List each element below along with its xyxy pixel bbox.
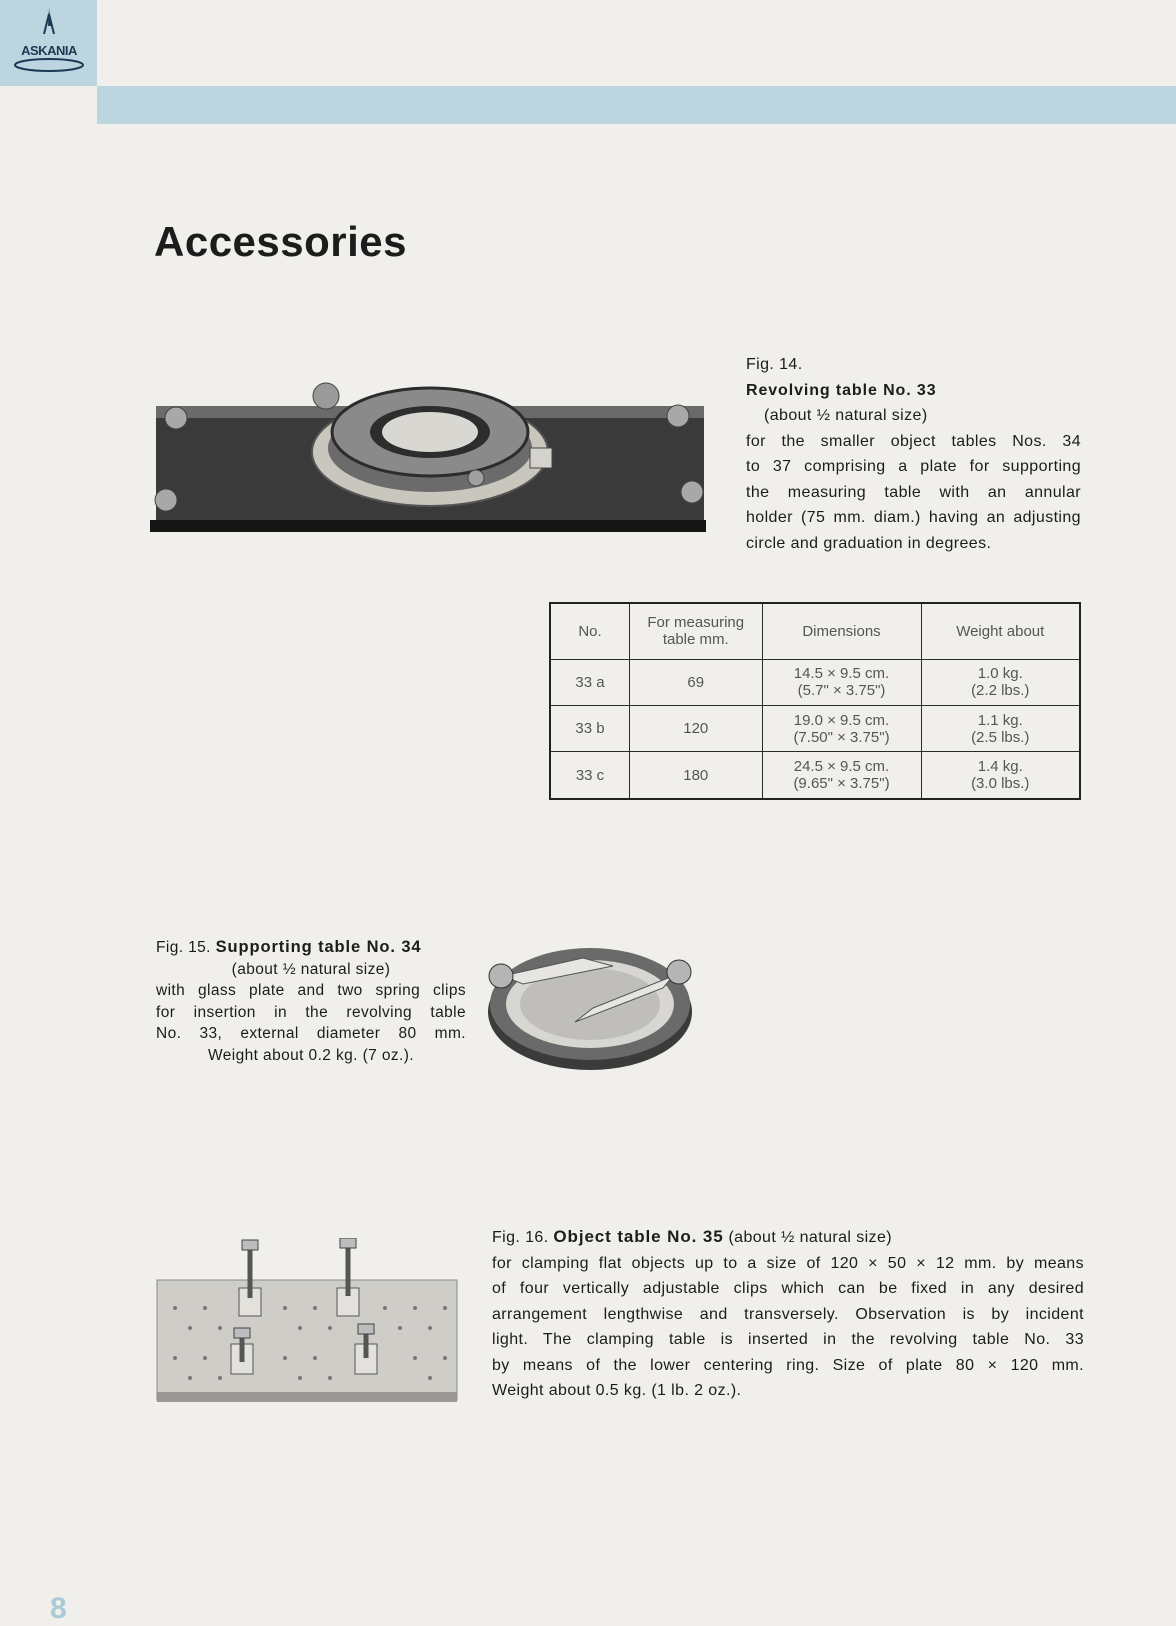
cell-weight: 1.0 kg. (2.2 lbs.) bbox=[921, 659, 1080, 705]
fig16-line: Weight about 0.5 kg. (1 lb. 2 oz.). bbox=[492, 1382, 742, 1399]
page-number: 8 bbox=[50, 1592, 67, 1625]
fig16-line: light. The clamping table is inserted in the revolving table No. 33 bbox=[492, 1331, 1084, 1348]
cell-dimensions: 24.5 × 9.5 cm. (9.65" × 3.75") bbox=[762, 752, 921, 799]
cell-no: 33 b bbox=[550, 705, 630, 751]
cell-no: 33 c bbox=[550, 752, 630, 799]
page-title: Accessories bbox=[154, 218, 408, 265]
fig16-scale: (about ½ natural size) bbox=[728, 1229, 892, 1246]
cell-weight: 1.1 kg. (2.5 lbs.) bbox=[921, 705, 1080, 751]
svg-text:ASKANIA: ASKANIA bbox=[21, 43, 77, 58]
fig14-scale: (about ½ natural size) bbox=[764, 407, 928, 424]
cell-weight: 1.4 kg. (3.0 lbs.) bbox=[921, 752, 1080, 799]
fig14-caption bbox=[746, 352, 1081, 556]
fig16-name: Object table No. 35 bbox=[553, 1227, 724, 1246]
fig15-label: Fig. 15. bbox=[156, 939, 211, 956]
fig14-line: holder (75 mm. diam.) having an adjusting bbox=[746, 509, 1081, 526]
header-band bbox=[97, 86, 1176, 124]
fig14-label: Fig. 14. bbox=[746, 356, 803, 373]
col-header-no: No. bbox=[550, 603, 630, 659]
fig15-name: Supporting table No. 34 bbox=[215, 938, 422, 956]
logo-box bbox=[0, 0, 97, 86]
fig15-line: with glass plate and two spring clips bbox=[156, 982, 466, 999]
cell-dimensions: 19.0 × 9.5 cm. (7.50" × 3.75") bbox=[762, 705, 921, 751]
askania-logo bbox=[8, 4, 90, 74]
fig14-name: Revolving table No. 33 bbox=[746, 381, 937, 399]
cell-dimensions: 14.5 × 9.5 cm. (5.7" × 3.75") bbox=[762, 659, 921, 705]
fig15-line: No. 33, external diameter 80 mm. bbox=[156, 1025, 466, 1042]
fig14-line: for the smaller object tables Nos. 34 bbox=[746, 432, 1081, 450]
col-header-dimensions: Dimensions bbox=[762, 603, 921, 659]
fig15-line: for insertion in the revolving table bbox=[156, 1003, 466, 1021]
fig16-line: of four vertically adjustable clips which can be fixed in any desired bbox=[492, 1280, 1084, 1297]
fig14-line: circle and graduation in degrees. bbox=[746, 534, 992, 552]
fig15-line: Weight about 0.2 kg. (7 oz.). bbox=[207, 1046, 415, 1064]
cell-table: 120 bbox=[630, 705, 763, 751]
fig16-label: Fig. 16. bbox=[492, 1229, 549, 1246]
supporting-table-image bbox=[483, 936, 697, 1074]
fig16-line: by means of the lower centering ring. Size of plate 80 × 120 mm. bbox=[492, 1356, 1084, 1374]
fig14-line: to 37 comprising a plate for supporting bbox=[746, 458, 1081, 475]
fig14-line: the measuring table with an annular bbox=[746, 483, 1081, 501]
fig16-line: for clamping flat objects up to a size of 120 × 50 × 12 mm. by means bbox=[492, 1254, 1084, 1272]
table-row bbox=[550, 705, 1080, 751]
table-row bbox=[550, 752, 1080, 799]
col-header-weight: Weight about bbox=[921, 603, 1080, 659]
cell-table: 180 bbox=[630, 752, 763, 799]
revolving-table-image bbox=[150, 352, 710, 552]
spec-table bbox=[549, 602, 1081, 800]
col-header-measuring-table: For measuring table mm. bbox=[630, 603, 763, 659]
cell-table: 69 bbox=[630, 659, 763, 705]
table-row bbox=[550, 659, 1080, 705]
fig15-caption bbox=[156, 937, 466, 1066]
fig16-line: arrangement lengthwise and transversely. Observation is by incident bbox=[492, 1305, 1084, 1323]
cell-no: 33 a bbox=[550, 659, 630, 705]
fig15-scale: (about ½ natural size) bbox=[231, 960, 391, 978]
object-table-image bbox=[155, 1238, 460, 1404]
fig16-caption bbox=[492, 1224, 1084, 1404]
